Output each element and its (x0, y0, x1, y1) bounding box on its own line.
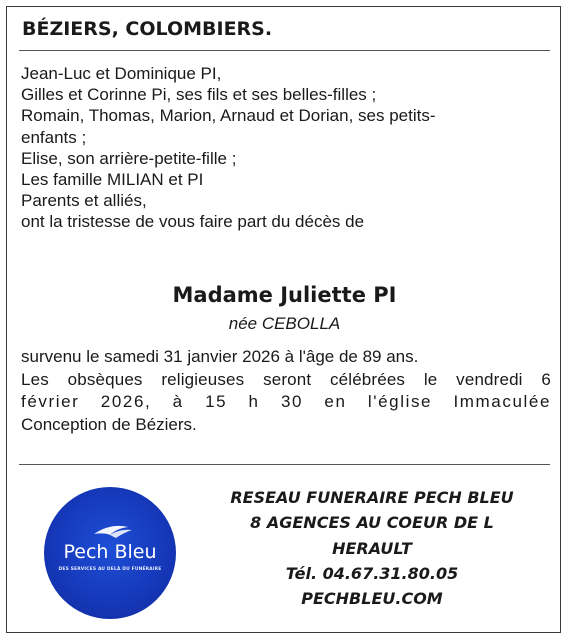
family-line: Elise, son arrière-petite-fille ; (21, 148, 237, 168)
agency-line: HERAULT (332, 538, 412, 558)
details-line: Conception de Béziers. (21, 414, 197, 434)
pech-bleu-logo (44, 487, 176, 619)
divider-bottom (19, 464, 550, 465)
family-line: Les famille MILIAN et PI (21, 170, 204, 190)
details-line: survenu le samedi 31 janvier 2026 à l'âge de 89 ans. (21, 347, 419, 366)
maiden-name: née CEBOLLA (228, 314, 341, 333)
logo-brand: Pech Bleu (63, 541, 157, 563)
details-line: février 2026, à 15 h 30 en l'église Immaculée (21, 392, 551, 411)
agency-phone: Tél. 04.67.31.80.05 (285, 563, 459, 583)
family-line: Jean-Luc et Dominique PI, (21, 64, 222, 83)
family-line: Gilles et Corinne Pi, ses fils et ses belles-filles ; (21, 85, 377, 105)
agency-info (214, 485, 530, 611)
location-heading: BÉZIERS, COLOMBIERS. (22, 18, 273, 40)
details-line: Les obsèques religieuses seront célébrées le vendredi 6 (21, 369, 551, 389)
agency-line: RESEAU FUNERAIRE PECH BLEU (230, 488, 514, 507)
funeral-details (21, 346, 551, 436)
family-announcement (21, 63, 551, 233)
deceased-name: Madame Juliette PI (172, 283, 397, 307)
family-line: enfants ; (21, 127, 87, 147)
family-line: Parents et alliés, (21, 191, 147, 211)
agency-line: 8 AGENCES AU COEUR DE L (250, 513, 494, 533)
divider-top (19, 50, 550, 51)
family-line: ont la tristesse de vous faire part du décès de (21, 212, 365, 232)
family-line: Romain, Thomas, Marion, Arnaud et Dorian, ses petits- (21, 106, 436, 126)
agency-website: PECHBLEU.COM (301, 589, 443, 609)
logo-tagline: DES SERVICES AU DELÀ DU FUNÉRAIRE (58, 567, 162, 572)
